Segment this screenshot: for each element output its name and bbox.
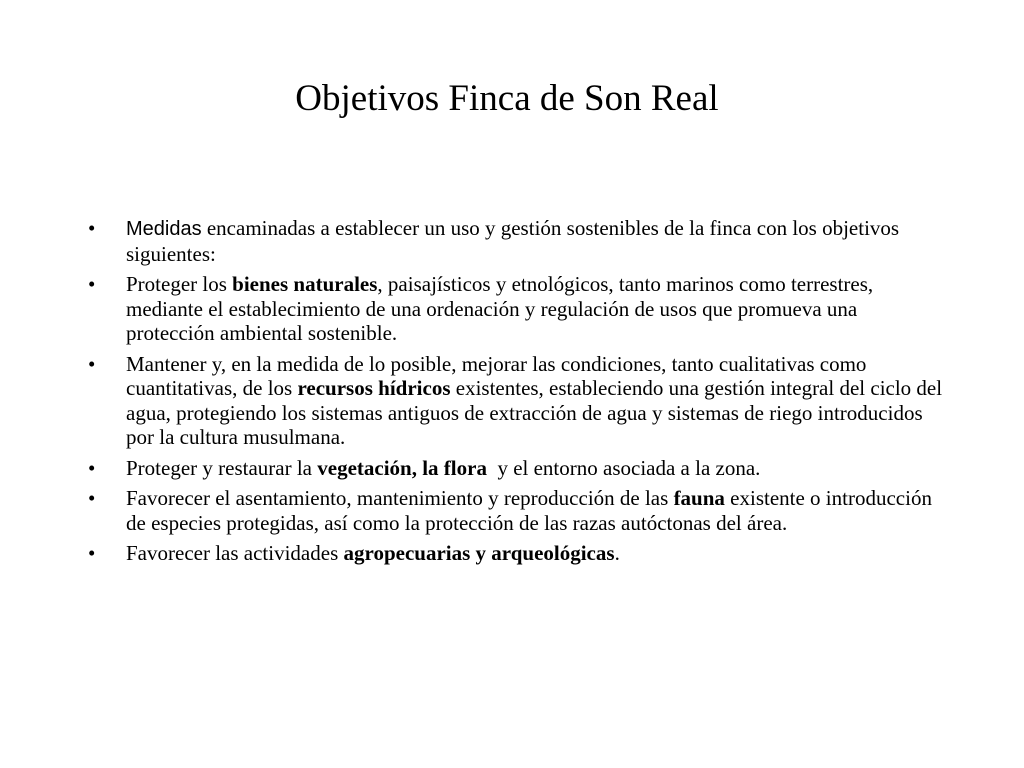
bullet-text-before: Proteger y restaurar la bbox=[126, 455, 318, 480]
bullet-text-after: existentes, estableciendo una gestión integral del ciclo del agua, protegiendo los sistemas antiguos de extracción de agua y sistemas de riego introducidos por la cultura musulmana. bbox=[126, 376, 943, 449]
bullet-text-after: existente o introducción de especies protegidas, así como la protección de las razas autóctonas del área. bbox=[126, 486, 932, 535]
bullet-list bbox=[88, 216, 948, 572]
bullet-glyph: • bbox=[88, 272, 96, 296]
bullet-emphasis: bienes naturales bbox=[232, 272, 378, 296]
bullet-glyph: • bbox=[88, 455, 96, 480]
bullet-lead-word: Medidas bbox=[126, 218, 202, 240]
bullet-emphasis: agropecuarias y arqueológicas bbox=[343, 541, 615, 565]
bullet-item-recursos-hidricos bbox=[88, 352, 948, 450]
bullet-text-after: y el entorno asociada a la zona. bbox=[486, 455, 761, 480]
bullet-glyph: • bbox=[88, 541, 96, 565]
bullet-item-bienes-naturales bbox=[88, 272, 948, 346]
bullet-text-before: Mantener y, en la medida de lo posible, mejorar las condiciones, tanto cualitativas como cuantitativas, de los bbox=[126, 351, 867, 400]
bullet-text: encaminadas a establecer un uso y gestión sostenibles de la finca con los objetivos siguientes: bbox=[126, 216, 900, 266]
bullet-text-before: Favorecer el asentamiento, mantenimiento y reproducción de las bbox=[126, 486, 674, 510]
bullet-emphasis: fauna bbox=[673, 486, 725, 510]
bullet-text-before: Proteger los bbox=[126, 272, 233, 296]
bullet-item-medidas bbox=[88, 216, 948, 266]
bullet-glyph: • bbox=[88, 486, 96, 510]
bullet-item-fauna bbox=[88, 486, 948, 535]
bullet-text-after: . bbox=[614, 541, 620, 565]
bullet-text-before: Favorecer las actividades bbox=[126, 541, 344, 565]
bullet-glyph: • bbox=[88, 216, 96, 240]
bullet-item-agropecuarias bbox=[88, 541, 948, 566]
bullet-item-vegetacion-flora bbox=[88, 456, 948, 481]
bullet-glyph: • bbox=[88, 351, 96, 376]
bullet-emphasis: vegetación, la flora bbox=[317, 455, 487, 480]
bullet-text-after: , paisajísticos y etnológicos, tanto marinos como terrestres, mediante el establecimiento de una ordenación y regulación de usos que promueva una protección ambiental sostenible. bbox=[126, 272, 874, 345]
slide-title: Objetivos Finca de Son Real bbox=[295, 78, 719, 119]
bullet-emphasis: recursos hídricos bbox=[297, 376, 451, 400]
